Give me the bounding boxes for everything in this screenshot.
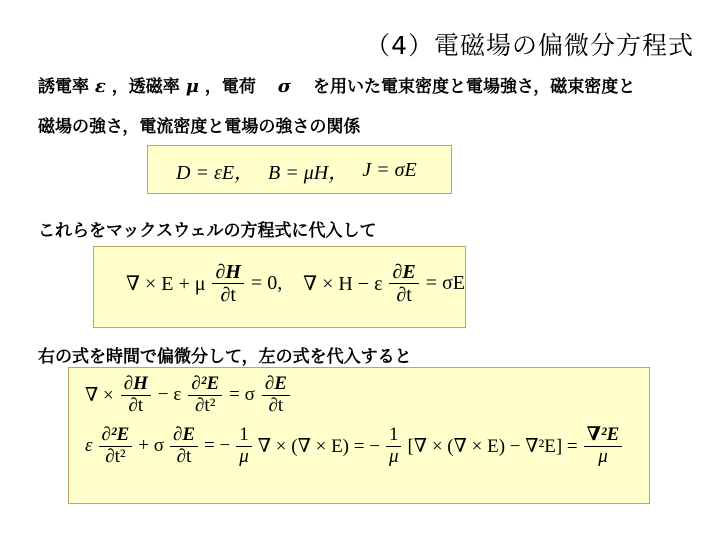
eq3-l1-num3: ∂E [262, 374, 290, 396]
eq3-l2-num5: ∇²E [584, 425, 623, 447]
intro-line-1 [38, 72, 635, 97]
eq3-l1-a: ∇ × [85, 384, 114, 406]
eq3-l2-den1: ∂t² [105, 445, 126, 467]
eq3-l1-num2: ∂²E [188, 374, 222, 396]
eq2-frac-1-num: ∂H [212, 261, 243, 284]
eq-d: D = εE， [176, 162, 255, 184]
sigma-symbol: σ [277, 76, 292, 97]
eq3-l2-den4: μ [388, 445, 399, 467]
eq2-frac-2-den: ∂t [396, 284, 412, 306]
eq2-frac-1 [212, 261, 243, 306]
eq2-frac-2 [389, 261, 418, 306]
eq3-l1-eq: = σ [229, 384, 255, 406]
eq2-frac-2-num: ∂E [389, 261, 418, 284]
eq3-l2-den5: μ [598, 445, 608, 467]
eq3-l2-num2: ∂E [170, 425, 198, 447]
eq3-l1-den2: ∂t² [195, 394, 216, 416]
substitute-text: これらをマックスウェルの方程式に代入して [38, 221, 377, 241]
eq2-part2-left: ∇ × H − ε [303, 273, 383, 295]
wave-eq-line-2 [69, 417, 649, 468]
eq3-l2-curl: ∇ × (∇ × E) = − [257, 435, 380, 457]
epsilon-symbol: ε [94, 76, 106, 97]
maxwell-equations-box [93, 246, 466, 328]
eq3-l1-mid: − ε [157, 384, 182, 406]
intro-line-2: 磁場の強さ，電流密度と電場の強さの関係 [38, 117, 361, 137]
eq3-l2-den3: μ [239, 445, 249, 467]
eq3-l1-den1: ∂t [128, 394, 144, 416]
eq3-l2-num1: ∂²E [99, 425, 133, 447]
eq-b: B = μH， [268, 162, 349, 184]
intro-sep-2: ，電荷 [204, 77, 256, 97]
eq3-l2-plus: + σ [138, 435, 164, 457]
eq3-l2-eps: ε [85, 435, 93, 457]
eq3-l2-bracket: [∇ × (∇ × E) − ∇²E] = [407, 435, 578, 457]
eq3-l1-num1: ∂H [121, 374, 151, 396]
eq3-l1-den3: ∂t [268, 394, 284, 416]
intro-rest: を用いた電束密度と電場強さ，磁束密度と [312, 77, 636, 97]
constitutive-relations-box [147, 145, 452, 194]
wave-eq-line-1 [69, 368, 649, 417]
eq3-l2-eq1: = − [204, 435, 231, 457]
page-title: （4）電磁場の偏微分方程式 [365, 31, 694, 60]
differentiate-text: 右の式を時間で偏微分して，左の式を代入すると [38, 347, 412, 367]
eq3-l2-num3: 1 [236, 425, 252, 447]
eq2-part2-right: = σE [425, 272, 465, 294]
wave-equation-box [68, 367, 650, 504]
eq2-part1-right: = 0, [250, 272, 283, 294]
eq2-frac-1-den: ∂t [220, 284, 236, 306]
eq2-part1-left: ∇ × E + μ [126, 273, 206, 295]
eq-j: J = σE [362, 159, 417, 181]
eq3-l2-num4: 1 [386, 425, 402, 447]
intro-sep-1: ，透磁率 [111, 77, 180, 97]
intro-permittivity-label: 誘電率 [38, 77, 89, 97]
eq3-l2-den2: ∂t [176, 445, 192, 467]
mu-symbol: μ [185, 76, 199, 97]
